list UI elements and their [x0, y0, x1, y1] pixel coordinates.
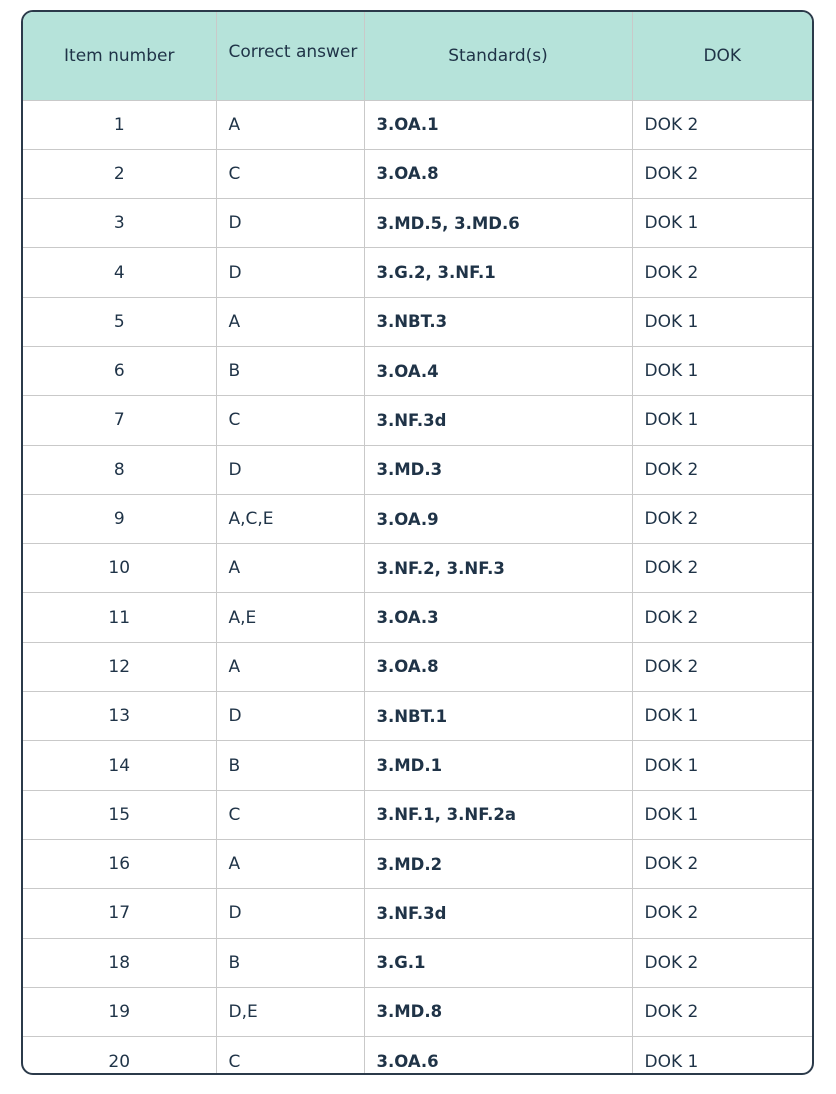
header-row [23, 12, 812, 100]
table-row [23, 839, 812, 888]
dok-cell: DOK 2 [632, 544, 812, 593]
table-row [23, 544, 812, 593]
standard-cell: 3.MD.1 [364, 741, 632, 790]
standard-cell: 3.OA.1 [364, 100, 632, 149]
correct-answer-cell: A,E [216, 593, 364, 642]
table-row [23, 692, 812, 741]
correct-answer-cell: A [216, 297, 364, 346]
item-number-cell: 19 [23, 987, 216, 1036]
correct-answer-cell: A [216, 642, 364, 691]
dok-cell: DOK 2 [632, 889, 812, 938]
table-row [23, 149, 812, 198]
table-row [23, 987, 812, 1036]
table-row [23, 593, 812, 642]
standard-cell: 3.OA.6 [364, 1037, 632, 1075]
item-number-cell: 20 [23, 1037, 216, 1075]
dok-cell: DOK 2 [632, 642, 812, 691]
header-standards: Standard(s) [364, 12, 632, 100]
table-row [23, 248, 812, 297]
correct-answer-cell: D [216, 248, 364, 297]
item-number-cell: 17 [23, 889, 216, 938]
item-number-cell: 7 [23, 396, 216, 445]
table-header [23, 12, 812, 100]
standard-cell: 3.NBT.1 [364, 692, 632, 741]
correct-answer-cell: B [216, 346, 364, 395]
standard-cell: 3.NF.3d [364, 889, 632, 938]
standard-cell: 3.OA.4 [364, 346, 632, 395]
item-number-cell: 9 [23, 494, 216, 543]
item-number-cell: 2 [23, 149, 216, 198]
correct-answer-cell: A,C,E [216, 494, 364, 543]
item-number-cell: 11 [23, 593, 216, 642]
correct-answer-cell: D,E [216, 987, 364, 1036]
correct-answer-cell: C [216, 1037, 364, 1075]
item-number-cell: 4 [23, 248, 216, 297]
standard-cell: 3.OA.8 [364, 149, 632, 198]
item-number-cell: 3 [23, 199, 216, 248]
dok-cell: DOK 1 [632, 692, 812, 741]
correct-answer-cell: A [216, 100, 364, 149]
standard-cell: 3.G.1 [364, 938, 632, 987]
item-number-cell: 16 [23, 839, 216, 888]
item-number-cell: 14 [23, 741, 216, 790]
correct-answer-cell: D [216, 692, 364, 741]
table-row [23, 494, 812, 543]
dok-cell: DOK 2 [632, 149, 812, 198]
standard-cell: 3.NF.3d [364, 396, 632, 445]
dok-cell: DOK 2 [632, 938, 812, 987]
item-number-cell: 15 [23, 790, 216, 839]
table-row [23, 445, 812, 494]
dok-cell: DOK 2 [632, 494, 812, 543]
standard-cell: 3.OA.8 [364, 642, 632, 691]
table-row [23, 297, 812, 346]
dok-cell: DOK 1 [632, 1037, 812, 1075]
header-correct-answer: Correct answer [216, 12, 364, 100]
standard-cell: 3.MD.2 [364, 839, 632, 888]
correct-answer-cell: A [216, 839, 364, 888]
dok-cell: DOK 2 [632, 839, 812, 888]
table-row [23, 396, 812, 445]
correct-answer-cell: C [216, 790, 364, 839]
dok-cell: DOK 1 [632, 790, 812, 839]
dok-cell: DOK 1 [632, 396, 812, 445]
table-row [23, 741, 812, 790]
table-row [23, 199, 812, 248]
table-row [23, 642, 812, 691]
item-number-cell: 1 [23, 100, 216, 149]
dok-cell: DOK 2 [632, 248, 812, 297]
correct-answer-cell: C [216, 149, 364, 198]
table-row [23, 938, 812, 987]
item-number-cell: 5 [23, 297, 216, 346]
correct-answer-cell: B [216, 938, 364, 987]
answer-key-table [23, 12, 812, 1075]
standard-cell: 3.G.2, 3.NF.1 [364, 248, 632, 297]
standard-cell: 3.OA.3 [364, 593, 632, 642]
dok-cell: DOK 2 [632, 987, 812, 1036]
dok-cell: DOK 2 [632, 593, 812, 642]
standard-cell: 3.MD.3 [364, 445, 632, 494]
table-body [23, 100, 812, 1075]
item-number-cell: 10 [23, 544, 216, 593]
item-number-cell: 18 [23, 938, 216, 987]
dok-cell: DOK 1 [632, 346, 812, 395]
dok-cell: DOK 1 [632, 741, 812, 790]
item-number-cell: 8 [23, 445, 216, 494]
answer-key-table-container [21, 10, 814, 1075]
table-row [23, 346, 812, 395]
correct-answer-cell: D [216, 199, 364, 248]
dok-cell: DOK 2 [632, 100, 812, 149]
correct-answer-cell: A [216, 544, 364, 593]
standard-cell: 3.NF.2, 3.NF.3 [364, 544, 632, 593]
standard-cell: 3.NBT.3 [364, 297, 632, 346]
table-row [23, 100, 812, 149]
correct-answer-cell: D [216, 889, 364, 938]
table-row [23, 1037, 812, 1075]
standard-cell: 3.OA.9 [364, 494, 632, 543]
standard-cell: 3.MD.8 [364, 987, 632, 1036]
item-number-cell: 6 [23, 346, 216, 395]
dok-cell: DOK 2 [632, 445, 812, 494]
dok-cell: DOK 1 [632, 199, 812, 248]
correct-answer-cell: B [216, 741, 364, 790]
dok-cell: DOK 1 [632, 297, 812, 346]
standard-cell: 3.MD.5, 3.MD.6 [364, 199, 632, 248]
table-row [23, 889, 812, 938]
item-number-cell: 13 [23, 692, 216, 741]
table-row [23, 790, 812, 839]
correct-answer-cell: C [216, 396, 364, 445]
item-number-cell: 12 [23, 642, 216, 691]
standard-cell: 3.NF.1, 3.NF.2a [364, 790, 632, 839]
header-item-number: Item number [23, 12, 216, 100]
correct-answer-cell: D [216, 445, 364, 494]
header-dok: DOK [632, 12, 812, 100]
